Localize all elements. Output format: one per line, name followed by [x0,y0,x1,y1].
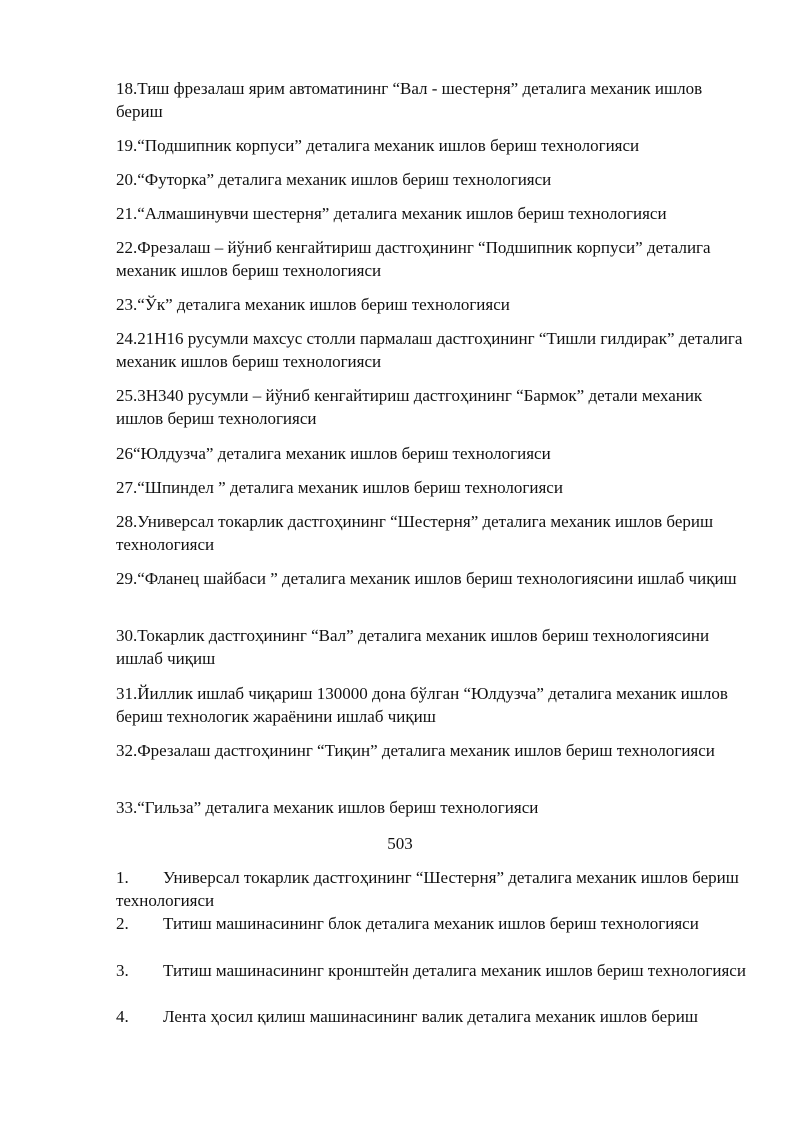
topic-21: 21.“Алмашинувчи шестерня” деталига механик ишлов бериш технологияси [116,204,667,223]
topic-31: 31.Йиллик ишлаб чиқариш 130000 дона бўлган “Юлдузча” деталига механик ишлов бериш технологик жараёнини ишлаб чиқиш [116,684,728,726]
topic-20: 20.“Футорка” деталига механик ишлов бериш технологияси [116,170,552,189]
page-number: 503 [387,834,413,853]
item-text: Титиш машинасининг блок деталига механик ишлов бериш технологияси [163,914,699,933]
topic-25: 25.3Н340 русумли – йўниб кенгайтириш дастгоҳининг “Бармок” детали механик ишлов бериш технологияси [116,386,703,428]
topic-29: 29.“Фланец шайбаси ” деталига механик ишлов бериш технологиясини ишлаб чиқиш [116,569,737,588]
topic-24: 24.21Н16 русумли махсус столли пармалаш дастгоҳининг “Тишли гилдирак” деталига механик ишлов бериш технологияси [116,329,743,371]
topic-23: 23.“Ўк” деталига механик ишлов бериш технологияси [116,295,510,314]
topic-26: 26“Юлдузча” деталига механик ишлов бериш технологияси [116,444,551,463]
topic-33: 33.“Гильза” деталига механик ишлов бериш технологияси [116,798,539,817]
topic-30: 30.Токарлик дастгоҳининг “Вал” деталига механик ишлов бериш технологиясини ишлаб чиқиш [116,626,710,668]
topic-32: 32.Фрезалаш дастгоҳининг “Тиқин” деталига механик ишлов бериш технологияси [116,741,715,760]
item-text: Титиш машинасининг кронштейн деталига механик ишлов бериш технологияси [163,961,746,980]
numbered-item-4 [116,1005,746,1028]
topic-27: 27.“Шпиндел ” деталига механик ишлов бериш технологияси [116,478,563,497]
topic-28: 28.Универсал токарлик дастгоҳининг “Шестерня” деталига механик ишлов бериш технологияси [116,512,714,554]
item-text: Универсал токарлик дастгоҳининг “Шестерня” деталига механик ишлов бериш технологияси [116,868,739,910]
item-number: 3. [116,961,129,980]
topic-18: 18.Тиш фрезалаш ярим автоматининг “Вал - шестерня” деталига механик ишлов бериш [116,79,703,121]
numbered-item-2 [116,912,746,935]
item-text: Лента ҳосил қилиш машинасининг валик деталига механик ишлов бериш [163,1007,698,1026]
topic-19: 19.“Подшипник корпуси” деталига механик ишлов бериш технологияси [116,136,640,155]
numbered-item-3 [116,959,746,982]
item-number: 4. [116,1007,129,1026]
item-number: 2. [116,914,129,933]
numbered-item-1 [116,866,746,912]
item-number: 1. [116,868,129,887]
topic-22: 22.Фрезалаш – йўниб кенгайтириш дастгоҳининг “Подшипник корпуси” деталига механик ишлов бериш технологияси [116,238,711,280]
